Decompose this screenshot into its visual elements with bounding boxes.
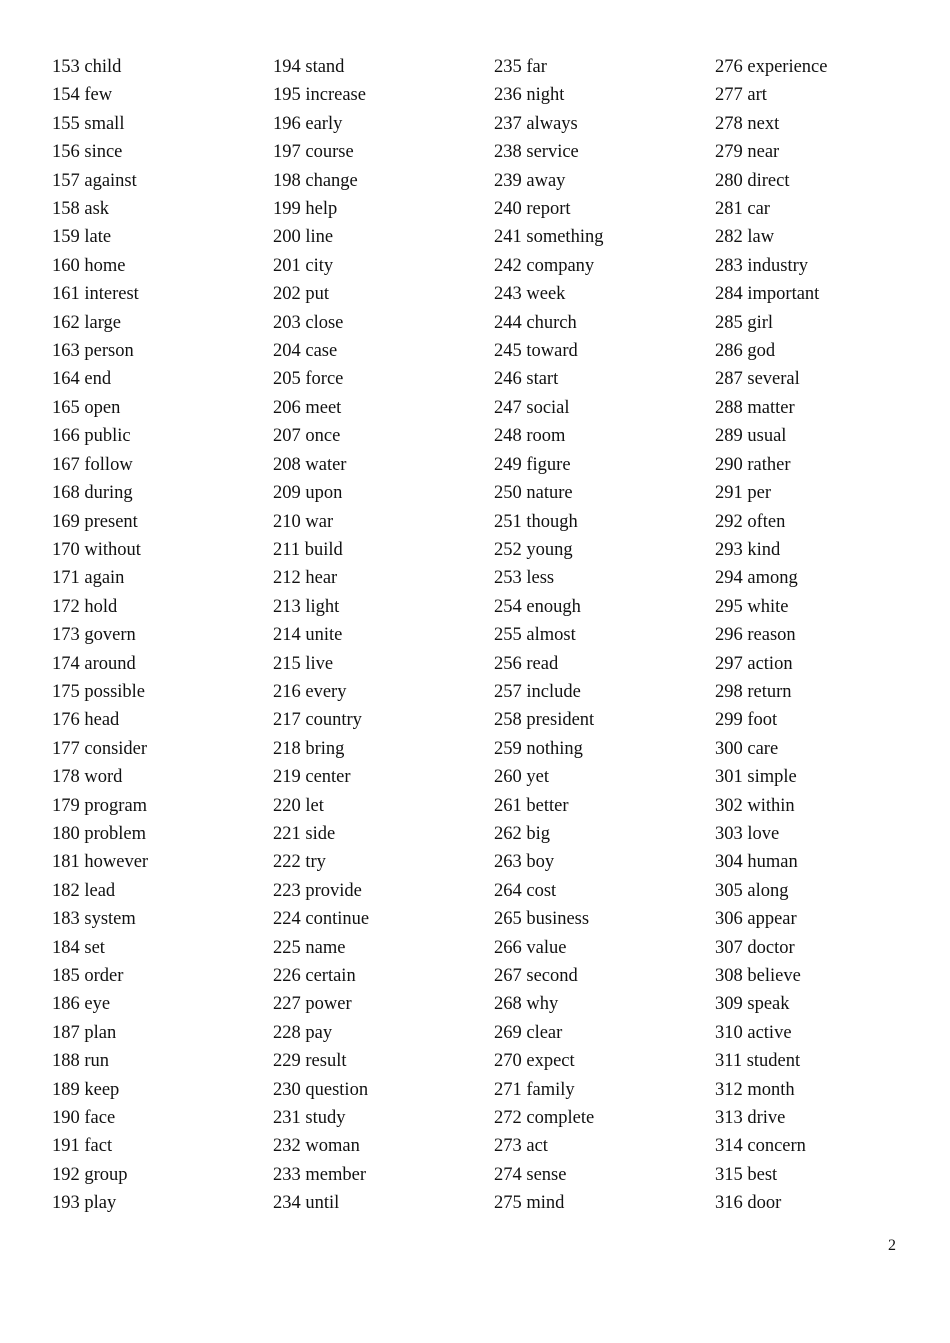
word-entry: 233 member (273, 1164, 366, 1185)
word-entry: 182 lead (52, 880, 116, 901)
word-entry: 183 system (52, 909, 136, 930)
word-entry: 259 nothing (494, 738, 583, 759)
word-entry: 201 city (273, 255, 334, 276)
word-entry: 295 white (715, 596, 789, 617)
word-entry: 240 report (494, 199, 571, 220)
word-entry: 281 car (715, 199, 770, 220)
word-entry: 263 boy (494, 852, 555, 873)
word-entry: 296 reason (715, 625, 796, 646)
word-entry: 230 question (273, 1079, 369, 1100)
word-entry: 314 concern (715, 1136, 806, 1157)
word-entry: 316 door (715, 1193, 782, 1214)
word-entry: 204 case (273, 341, 338, 362)
word-entry: 161 interest (52, 284, 139, 305)
word-entry: 262 big (494, 823, 551, 844)
word-entry: 284 important (715, 284, 820, 305)
word-entry: 153 child (52, 57, 122, 77)
word-entry: 194 stand (273, 57, 345, 77)
word-entry: 253 less (494, 568, 555, 589)
word-entry: 223 provide (273, 880, 362, 901)
word-entry: 156 since (52, 142, 123, 163)
word-entry: 175 possible (52, 681, 146, 702)
word-entry: 229 result (273, 1051, 347, 1072)
word-entry: 311 student (715, 1051, 801, 1072)
word-entry: 186 eye (52, 994, 111, 1015)
word-entry: 191 fact (52, 1136, 113, 1157)
word-entry: 188 run (52, 1051, 110, 1072)
word-entry: 221 side (273, 823, 336, 844)
word-entry: 231 study (273, 1108, 346, 1129)
word-entry: 242 company (494, 255, 595, 276)
word-entry: 222 try (273, 852, 326, 873)
word-entry: 180 problem (52, 823, 147, 844)
word-entry: 274 sense (494, 1164, 567, 1185)
word-entry: 168 during (52, 483, 133, 504)
word-entry: 205 force (273, 369, 344, 390)
word-entry: 173 govern (52, 625, 136, 646)
word-entry: 162 large (52, 312, 122, 333)
word-column-2 (273, 53, 369, 1218)
word-entry: 283 industry (715, 255, 809, 276)
word-entry: 189 keep (52, 1079, 120, 1100)
word-entry: 247 social (494, 397, 570, 418)
page-number: 2 (888, 1237, 896, 1254)
word-entry: 301 simple (715, 767, 797, 788)
word-entry: 166 public (52, 426, 131, 447)
word-entry: 256 read (494, 653, 559, 674)
word-entry: 315 best (715, 1164, 778, 1185)
word-entry: 206 meet (273, 397, 342, 418)
word-entry: 198 change (273, 170, 358, 191)
word-entry: 292 often (715, 511, 786, 532)
word-entry: 297 action (715, 653, 793, 674)
word-entry: 241 something (494, 227, 604, 248)
word-entry: 250 nature (494, 483, 573, 504)
word-entry: 243 week (494, 284, 566, 305)
word-entry: 203 close (273, 312, 344, 333)
word-entry: 273 act (494, 1136, 548, 1157)
word-entry: 304 human (715, 852, 798, 873)
word-entry: 251 though (494, 511, 578, 532)
word-entry: 286 god (715, 341, 776, 362)
word-entry: 159 late (52, 227, 112, 248)
word-entry: 174 around (52, 653, 136, 674)
word-entry: 218 bring (273, 738, 345, 759)
word-entry: 172 hold (52, 596, 118, 617)
word-entry: 290 rather (715, 454, 791, 475)
word-entry: 276 experience (715, 57, 828, 77)
word-entry: 257 include (494, 681, 581, 702)
word-column-3 (494, 53, 603, 1218)
word-entry: 287 several (715, 369, 800, 390)
word-entry: 226 certain (273, 966, 356, 986)
word-entry: 158 ask (52, 199, 110, 220)
word-entry: 193 play (52, 1193, 117, 1214)
word-entry: 289 usual (715, 426, 787, 447)
word-entry: 277 art (715, 85, 767, 106)
word-entry: 294 among (715, 568, 798, 589)
word-column-4 (715, 53, 827, 1218)
word-entry: 309 speak (715, 994, 790, 1015)
word-entry: 209 upon (273, 483, 343, 504)
word-entry: 228 pay (273, 1022, 333, 1043)
word-entry: 164 end (52, 369, 112, 390)
word-entry: 235 far (494, 57, 547, 77)
word-entry: 238 service (494, 142, 579, 163)
word-entry: 227 power (273, 994, 352, 1015)
word-entry: 216 every (273, 681, 347, 702)
word-entry: 214 unite (273, 625, 343, 646)
word-entry: 280 direct (715, 170, 790, 191)
word-entry: 291 per (715, 483, 771, 504)
word-entry: 157 against (52, 170, 137, 191)
word-entry: 190 face (52, 1108, 116, 1129)
word-entry: 178 word (52, 767, 123, 788)
word-entry: 236 night (494, 85, 565, 106)
word-entry: 155 small (52, 113, 125, 134)
word-entry: 195 increase (273, 85, 366, 106)
word-entry: 313 drive (715, 1108, 786, 1129)
word-entry: 219 center (273, 767, 351, 788)
word-entry: 260 yet (494, 767, 549, 788)
word-entry: 171 again (52, 568, 125, 589)
word-entry: 169 present (52, 511, 138, 532)
word-entry: 245 toward (494, 341, 578, 362)
word-entry: 244 church (494, 312, 577, 333)
word-entry: 232 woman (273, 1136, 360, 1157)
word-entry: 212 hear (273, 568, 338, 589)
word-entry: 199 help (273, 199, 338, 220)
word-entry: 165 open (52, 397, 121, 418)
word-entry: 275 mind (494, 1193, 565, 1214)
word-entry: 248 room (494, 426, 566, 447)
word-entry: 258 president (494, 710, 595, 731)
word-entry: 208 water (273, 454, 347, 475)
word-entry: 217 country (273, 710, 362, 731)
word-entry: 307 doctor (715, 937, 795, 958)
word-entry: 213 light (273, 596, 340, 617)
word-entry: 285 girl (715, 312, 774, 333)
word-entry: 288 matter (715, 397, 795, 418)
word-entry: 268 why (494, 994, 559, 1015)
word-entry: 266 value (494, 937, 567, 958)
word-entry: 282 law (715, 227, 775, 248)
word-entry: 163 person (52, 341, 134, 362)
word-entry: 303 love (715, 823, 780, 844)
word-entry: 237 always (494, 113, 578, 134)
word-entry: 264 cost (494, 880, 557, 901)
word-entry: 234 until (273, 1193, 340, 1214)
word-entry: 185 order (52, 966, 124, 986)
word-entry: 249 figure (494, 454, 571, 475)
word-entry: 207 once (273, 426, 341, 447)
word-entry: 252 young (494, 539, 573, 560)
word-entry: 170 without (52, 539, 141, 560)
word-entry: 310 active (715, 1022, 792, 1043)
word-entry: 272 complete (494, 1108, 595, 1129)
word-entry: 279 near (715, 142, 780, 163)
word-entry: 167 follow (52, 454, 133, 475)
word-entry: 300 care (715, 738, 779, 759)
word-entry: 181 however (52, 852, 149, 873)
word-entry: 187 plan (52, 1022, 117, 1043)
word-entry: 255 almost (494, 625, 576, 646)
word-entry: 267 second (494, 966, 578, 986)
word-entry: 224 continue (273, 909, 370, 930)
word-entry: 302 within (715, 795, 795, 816)
word-entry: 306 appear (715, 909, 797, 930)
word-entry: 160 home (52, 255, 126, 276)
word-entry: 239 away (494, 170, 566, 191)
word-entry: 202 put (273, 284, 330, 305)
word-entry: 261 better (494, 795, 569, 816)
word-entry: 254 enough (494, 596, 581, 617)
word-entry: 197 course (273, 142, 354, 163)
word-entry: 225 name (273, 937, 346, 958)
word-entry: 308 believe (715, 966, 801, 986)
word-entry: 196 early (273, 113, 343, 134)
word-entry: 176 head (52, 710, 120, 731)
word-entry: 299 foot (715, 710, 778, 731)
word-entry: 305 along (715, 880, 789, 901)
word-entry: 278 next (715, 113, 780, 134)
word-entry: 271 family (494, 1079, 575, 1100)
word-entry: 179 program (52, 795, 148, 816)
word-entry: 184 set (52, 937, 105, 958)
word-entry: 177 consider (52, 738, 148, 759)
word-entry: 298 return (715, 681, 792, 702)
word-column-1 (52, 53, 148, 1218)
word-entry: 293 kind (715, 539, 781, 560)
word-entry: 220 let (273, 795, 324, 816)
word-entry: 192 group (52, 1164, 128, 1185)
word-entry: 200 line (273, 227, 334, 248)
word-entry: 215 live (273, 653, 334, 674)
word-entry: 312 month (715, 1079, 795, 1100)
word-entry: 270 expect (494, 1051, 575, 1072)
word-entry: 246 start (494, 369, 559, 390)
word-entry: 211 build (273, 539, 343, 560)
word-entry: 210 war (273, 511, 334, 532)
word-entry: 154 few (52, 85, 113, 106)
word-entry: 265 business (494, 909, 590, 930)
word-entry: 269 clear (494, 1022, 563, 1043)
